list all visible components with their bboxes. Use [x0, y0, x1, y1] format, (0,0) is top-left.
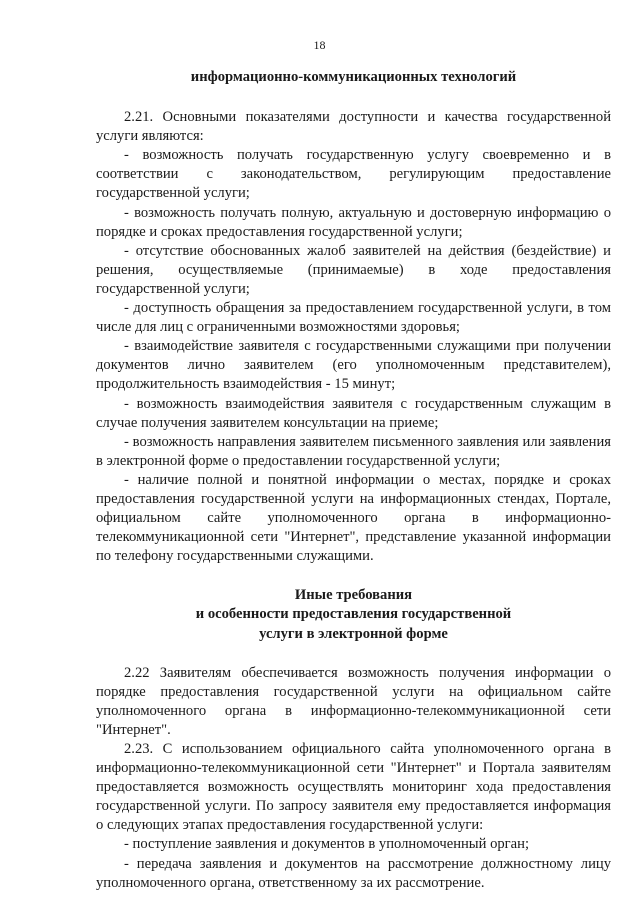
- section-heading: [96, 586, 611, 643]
- section-heading-line: и особенности предоставления государственной: [195, 606, 512, 623]
- list-item: - возможность получать полную, актуальную и достоверную информацию о порядке и сроках предоставления государственной услуги;: [96, 204, 611, 240]
- list-item: - поступление заявления и документов в уполномоченный орган;: [124, 836, 529, 853]
- paragraph-2-23-intro: 2.23. С использованием официального сайта уполномоченного органа в информационно-телекоммуникационной сети "Интернет" и Портала заявителям предоставляется возможность осуществлять мониторинг хода предоставления государственной услуги. По запросу заявителя ему предоставляется информация о следующих этапах предоставления государственной услуги:: [96, 741, 611, 834]
- list-item: - отсутствие обоснованных жалоб заявителей на действия (бездействие) и решения, осуществляемые (принимаемые) в ходе предоставления государственной услуги;: [96, 242, 611, 297]
- section-heading-line: услуги в электронной форме: [259, 625, 448, 642]
- list-item: - доступность обращения за предоставлением государственной услуги, в том числе для лиц с ограниченными возможностями здоровья;: [96, 300, 611, 336]
- paragraph-2-21-intro: 2.21. Основными показателями доступности и качества государственной услуги являются:: [96, 109, 611, 145]
- section-heading-line: Иные требования: [294, 587, 413, 604]
- list-item: - возможность получать государственную услугу своевременно и в соответствии с законодательством, регулирующим предоставление государственной услуги;: [96, 147, 611, 202]
- list-item: - возможность направления заявителем письменного заявления или заявления в электронной форме о предоставлении государственной услуги;: [96, 433, 611, 469]
- document-body: [96, 68, 611, 893]
- list-item: - наличие полной и понятной информации о местах, порядке и сроках предоставления государственной услуги на информационных стендах, Портале, официальном сайте уполномоченного органа в информационно-телекоммуникационной сети "Интернет", представление указанной информации по телефону государственными служащими.: [96, 471, 611, 565]
- page-number: 18: [313, 38, 326, 52]
- paragraph-2-22: 2.22 Заявителям обеспечивается возможность получения информации о порядке предоставления государственной услуги на официальном сайте уполномоченного органа в информационно-телекоммуникационной сети "Интернет".: [96, 664, 611, 738]
- continued-heading: информационно-коммуникационных технологий: [190, 69, 517, 85]
- list-item: - передача заявления и документов на рассмотрение должностному лицу уполномоченного органа, ответственному за их рассмотрение.: [96, 855, 611, 891]
- list-item: - возможность взаимодействия заявителя с государственным служащим в случае получения заявителем консультации на приеме;: [96, 395, 611, 431]
- list-item: - взаимодействие заявителя с государственными служащими при получении документов лично заявителем (его уполномоченным представителем), продолжительность взаимодействия - 15 минут;: [96, 338, 611, 393]
